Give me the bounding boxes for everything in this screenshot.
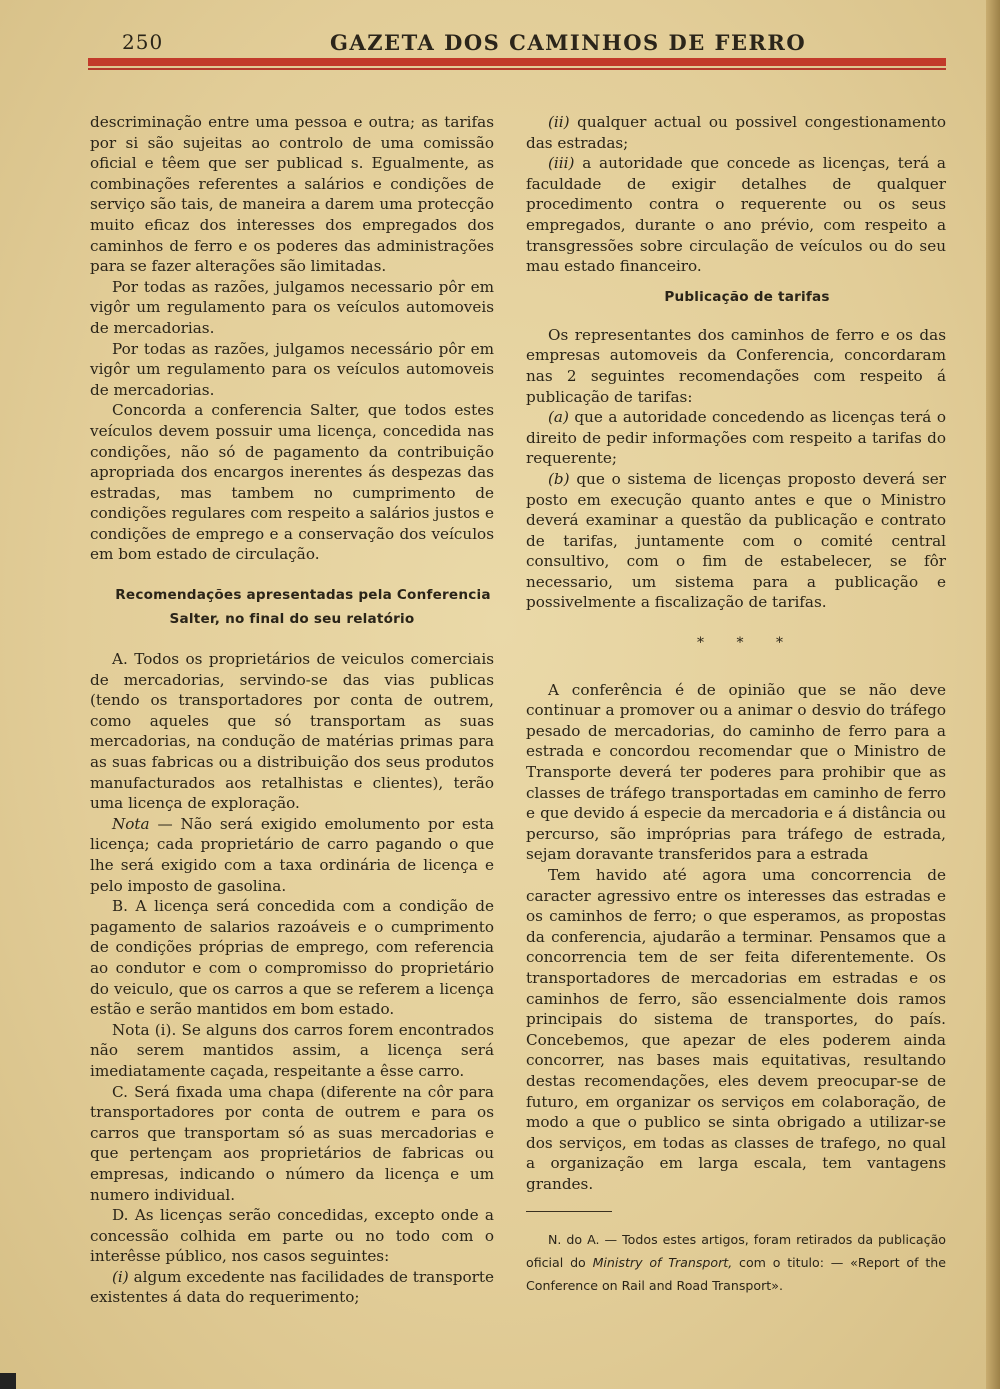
paragraph: Os representantes dos caminhos de ferro e os das empresas automoveis da Conferencia, concordaram nas 2 seguintes recomendações com respeito á publicação de tarifas:: [526, 325, 946, 406]
note-text: — Não será exigido emolumento por esta licença; cada proprietário de carro pagando o que lhe será exigido com a taxa ordinária de licença e pelo imposto de gasolina.: [90, 814, 494, 895]
paragraph: D. As licenças serão concedidas, excepto onde a concessão colhida em parte ou no todo com o interêsse público, nos casos seguintes:: [90, 1206, 494, 1266]
scan-corner-mark: [0, 1373, 16, 1389]
list-item: [90, 1267, 494, 1308]
note-label: Nota: [112, 814, 150, 833]
note-paragraph: [90, 814, 494, 896]
list-item: [526, 469, 946, 613]
left-column: [90, 112, 494, 1308]
page-header: [90, 26, 946, 58]
spacer: [526, 654, 946, 680]
list-text: algum excedente nas facilidades de transporte existentes á data do requerimento;: [90, 1267, 494, 1307]
paragraph: B. A licença será concedida com a condição de pagamento de salarios razoáveis e o cumprimento de condições próprias de emprego, com referencia ao condutor e com o compromisso do proprietário do veiculo, que os carros a que se referem a licença estão e serão mantidos em bom estado.: [90, 897, 494, 1019]
list-item: [526, 112, 946, 153]
paragraph: Nota (i). Se alguns dos carros forem encontrados não serem mantidos assim, a licença será imediatamente caçada, respeitante a êsse carro.: [90, 1020, 494, 1080]
spacer: [526, 1195, 946, 1211]
paragraph: A. Todos os proprietários de veiculos comerciais de mercadorias, servindo-se das vias publicas (tendo os transportadores por conta de outrem, como aqueles que só transportam as suas mercadorias, na condução de matérias primas para as suas fabricas ou a distribuição dos seus produtos manufacturados aos retalhistas e clientes), terão uma licença de exploração.: [90, 650, 494, 813]
header-red-rule: [88, 58, 946, 66]
footnote: [526, 1228, 946, 1297]
list-marker: (b): [548, 469, 570, 488]
spacer: [526, 613, 946, 633]
header-thin-rule: [88, 68, 946, 70]
list-marker: (i): [112, 1267, 129, 1286]
footnote-rule: [526, 1211, 612, 1212]
page-number: 250: [122, 30, 164, 54]
paragraph: Tem havido até agora uma concorrencia de caracter agressivo entre os interesses das estradas e os caminhos de ferro; o que esperamos, as propostas da conferencia, ajudarão a terminar. Pensamos que a concorrencia tem de ser feita diferentemente. Os transportadores de mercadorias em estradas e os caminhos de ferro, são essencialmente dois ramos principais do sistema de transportes, do país. Concebemos, que apezar de eles poderem ainda concorrer, nas bases mais equitativas, resultando destas recomendações, eles devem preocupar-se de futuro, em organizar os serviços em colaboração, de modo a que o publico se sinta obrigado a utilizar-se dos serviços, em todas as classes de trafego, no qual a organização em larga escala, tem vantagens grandes.: [526, 866, 946, 1193]
paragraph: C. Será fixada uma chapa (diferente na côr para transportadores por conta de outrem e para os carros que transportam só as suas mercadorias e que pertençam aos proprietários de fabricas ou empresas, indicando o número da licença e um numero individual.: [90, 1082, 494, 1204]
footnote-source: Ministry of Transport,: [592, 1254, 733, 1270]
spacer: [526, 309, 946, 325]
spacer: [526, 277, 946, 285]
right-column: [526, 112, 946, 1297]
paragraph: descriminação entre uma pessoa e outra; as tarifas por si são sujeitas ao controlo de uma comissão oficial e têem que ser publicad s. Egualmente, as combinações referentes a salários e condições de serviço são tais, de maneira a darem uma protecção muito eficaz dos interesses dos empregados dos caminhos de ferro e os poderes das administrações para se fazer alterações são limitadas.: [90, 113, 494, 276]
footnote-tail: com o titulo: — «Report of the Conference on Rail and Road Transport».: [526, 1254, 947, 1293]
section-heading: Recomendações apresentadas pela Conferencia Salter, no final do seu relatório: [115, 587, 491, 628]
list-item: [526, 407, 946, 469]
paragraph: A conferência é de opinião que se não deve continuar a promover ou a animar o desvio do tráfego pesado de mercadorias, do caminho de ferro para a estrada e concordou recomendar que o Ministro de Transporte deverá ter poderes para prohibir que as classes de tráfego transportadas em caminho de ferro e que devido á especie da mercadoria e á distância ou percurso, são impróprias para tráfego de estrada, sejam doravante transferidos para a estrada: [526, 680, 946, 864]
spacer: [90, 631, 494, 649]
paragraph: Concorda a conferencia Salter, que todos estes veículos devem possuir uma licença, concedida nas condições, não só de pagamento da contribuição apropriada dos encargos inerentes ás despezas das estradas, mas tambem no cumprimento de condições regulares com respeito a salários justos e condições de emprego e a conservação dos veículos em bom estado de circulação.: [90, 401, 494, 564]
footnote-lead: N. do A. — Todos estes artigos, foram retirados da publicação oficial do: [526, 1231, 946, 1270]
list-marker: (iii): [548, 154, 575, 173]
section-heading: Publicação de tarifas: [664, 288, 830, 305]
page-edge: [986, 0, 1000, 1389]
section-divider: * * *: [697, 635, 797, 652]
list-text: qualquer actual ou possivel congestionamento das estradas;: [526, 113, 946, 152]
list-text: que a autoridade concedendo as licenças terá o direito de pedir informações com respeito a tarifas do requerente;: [526, 408, 946, 468]
publication-title: GAZETA DOS CAMINHOS DE FERRO: [330, 30, 807, 55]
list-marker: (ii): [548, 113, 570, 131]
list-item: [526, 153, 946, 277]
list-marker: (a): [548, 408, 569, 427]
list-text: que o sistema de licenças proposto deverá ser posto em execução quanto antes e que o Ministro deverá examinar a questão da publicação e contrato de tarifas, juntamente com o comité central consultivo, com o fim de estabelecer, se fôr necessario, um sistema para a publicação e possivelmente a fiscalização de tarifas.: [526, 469, 946, 612]
paragraph: Por todas as razões, julgamos necessário pôr em vigôr um regulamento para os veículos automoveis de mercadorias.: [90, 339, 494, 399]
list-text: a autoridade que concede as licenças, terá a faculdade de exigir detalhes de qualquer procedimento contra o requerente ou os seus empregados, durante o ano prévio, com respeito a transgressões sobre circulação de veículos ou do seu mau estado financeiro.: [526, 154, 946, 276]
spacer: [90, 565, 494, 583]
paragraph: Por todas as razões, julgamos necessario pôr em vigôr um regulamento para os veículos automoveis de mercadorias.: [90, 277, 494, 337]
